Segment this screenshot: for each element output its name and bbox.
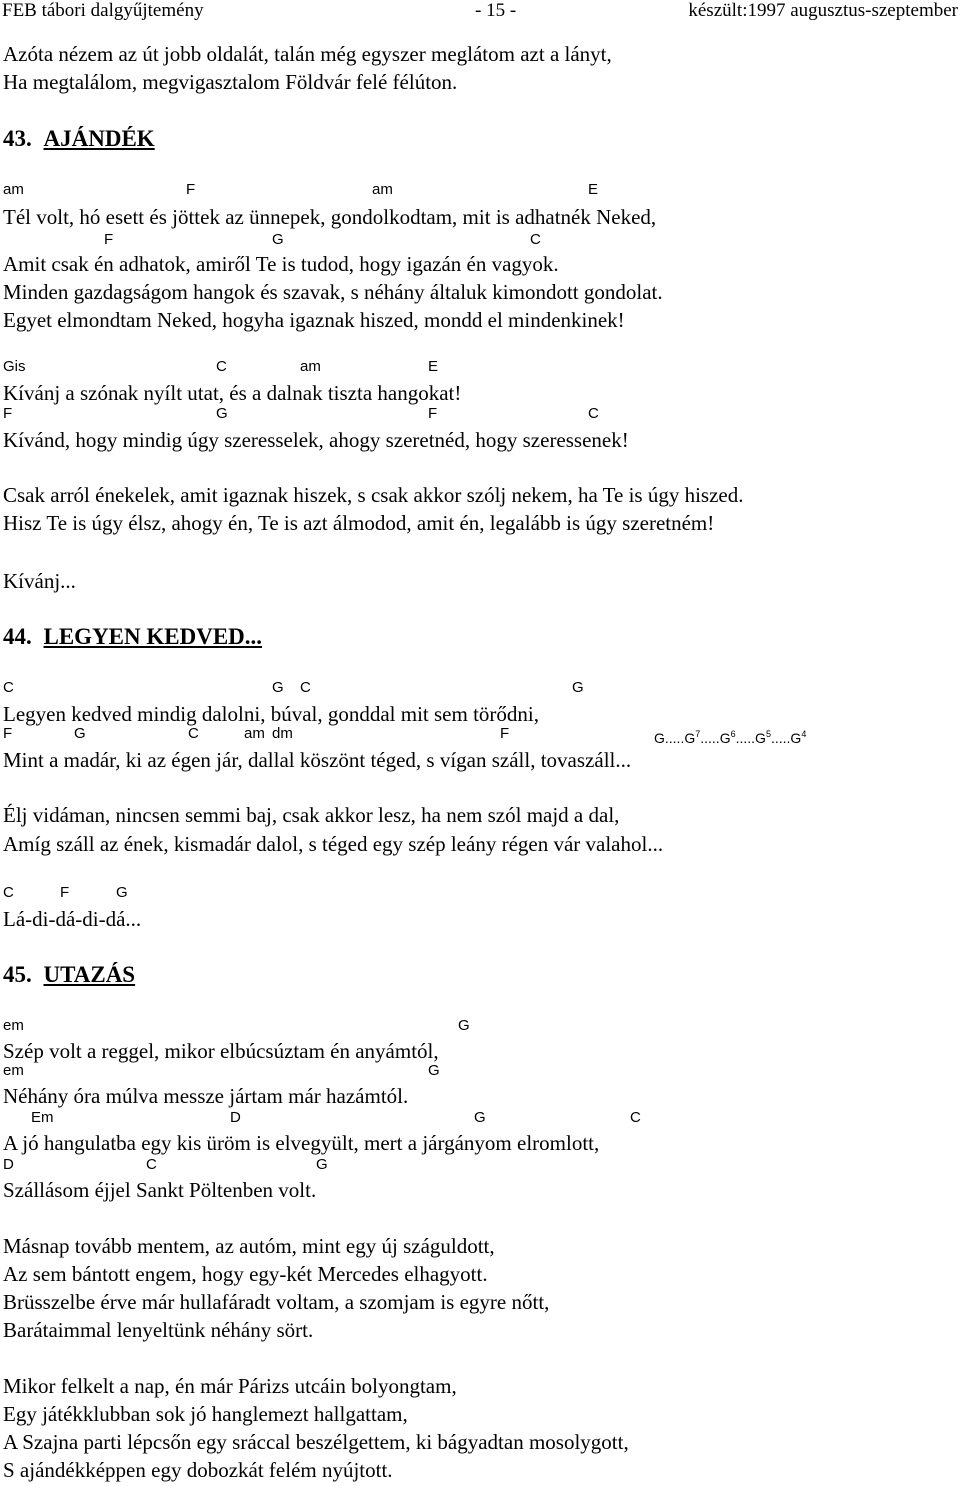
lyric-line: Élj vidáman, nincsen semmi baj, csak akkor lesz, ha nem szól majd a dal, [3,803,620,827]
song-title-45 [3,963,135,987]
song-title-text: AJÁNDÉK [43,126,155,151]
chord: C [3,679,14,696]
chord-superscript: 7 [695,729,701,739]
chord: F [3,725,13,742]
chord: E [428,358,439,375]
chord: C [530,231,541,248]
chord: .....G [700,730,731,746]
header-left: FEB tábori dalgyűjtemény [2,0,204,21]
chord: G [116,884,128,901]
lyric-line: Azóta nézem az út jobb oldalát, talán még egyszer meglátom azt a lányt, [3,42,612,66]
chord: .....G [735,730,766,746]
chord: G [428,1062,440,1079]
chord: C [3,884,14,901]
song-number: 43. [3,126,32,151]
chord: C [300,679,311,696]
lyric-line: Amíg száll az ének, kismadár dalol, s téged egy szép leány régen vár valahol... [3,832,664,856]
chord: F [3,405,13,422]
chord: em [3,1017,24,1034]
chord: D [230,1109,241,1126]
chord: am [372,181,393,198]
chord: G [74,725,86,742]
lyric-line: Mint a madár, ki az égen jár, dallal köszönt téged, s vígan száll, tovaszáll... [3,748,632,772]
lyric-line: Lá-di-dá-di-dá... [3,907,142,931]
lyric-line: Hisz Te is úgy élsz, ahogy én, Te is azt álmodod, amit én, legalább is úgy szeretném! [3,511,715,535]
lyric-line: Egy játékklubban sok jó hanglemezt hallgattam, [3,1402,408,1426]
chord: D [3,1156,14,1173]
chord: G [272,231,284,248]
chord: G [216,405,228,422]
chord: em [3,1062,24,1079]
lyric-line: Amit csak én adhatok, amiről Te is tudod, hogy igazán én vagyok. [3,252,559,276]
chord: G [458,1017,470,1034]
chord: am [300,358,321,375]
song-number: 44. [3,624,32,649]
lyric-line: Ha megtalálom, megvigasztalom Földvár felé félúton. [3,70,458,94]
lyric-line: Néhány óra múlva messze jártam már hazámtól. [3,1084,409,1108]
song-title-43 [3,127,155,151]
lyric-line: Szép volt a reggel, mikor elbúcsúztam én anyámtól, [3,1039,439,1063]
lyric-line: Az sem bántott engem, hogy egy-két Mercedes elhagyott. [3,1262,488,1286]
chord: G.....G [654,730,696,746]
chord: F [104,231,114,248]
chord: E [588,181,599,198]
page-number: - 15 - [475,0,517,21]
chord: C [216,358,227,375]
lyric-line: Másnap tovább mentem, az autóm, mint egy új száguldott, [3,1234,495,1258]
song-title-text: LEGYEN KEDVED... [43,624,263,649]
chord-run [654,726,806,746]
lyric-line: S ajándékképpen egy dobozkát felém nyújtott. [3,1458,393,1482]
chord: G [572,679,584,696]
chord: F [186,181,196,198]
chord: G [316,1156,328,1173]
lyric-line: Tél volt, hó esett és jöttek az ünnepek, gondolkodtam, mit is adhatnék Neked, [3,205,657,229]
lyric-line: Brüsszelbe érve már hullafáradt voltam, a szomjam is egyre nőtt, [3,1290,550,1314]
chord: C [588,405,599,422]
chord: F [60,884,70,901]
chord-superscript: 4 [801,729,807,739]
lyric-line: Szállásom éjjel Sankt Pöltenben volt. [3,1178,317,1202]
chord: F [500,725,510,742]
lyric-line: Legyen kedved mindig dalolni, búval, gonddal mit sem törődni, [3,702,539,726]
chord: .....G [770,730,802,746]
lyric-line: Kívánj a szónak nyílt utat, és a dalnak tiszta hangokat! [3,381,462,405]
chord-superscript: 5 [765,729,771,739]
chord-superscript: 6 [730,729,736,739]
lyric-line: Barátaimmal lenyeltünk néhány sört. [3,1318,314,1342]
chord: F [428,405,438,422]
chord: C [630,1109,641,1126]
chord: G [474,1109,486,1126]
lyric-line: Kívánj... [3,569,76,593]
chord: Gis [3,358,26,375]
song-title-text: UTAZÁS [43,962,136,987]
lyric-line: A Szajna parti lépcsőn egy sráccal beszélgettem, ki bágyadtan mosolygott, [3,1430,629,1454]
song-title-44 [3,625,262,649]
header-right: készült:1997 augusztus-szeptember [688,0,958,21]
song-number: 45. [3,962,32,987]
chord: am [244,725,265,742]
lyric-line: Egyet elmondtam Neked, hogyha igaznak hiszed, mondd el mindenkinek! [3,308,625,332]
chord: G [272,679,284,696]
chord: C [188,725,199,742]
lyric-line: Csak arról énekelek, amit igaznak hiszek, s csak akkor szólj nekem, ha Te is úgy hiszed. [3,483,744,507]
lyric-line: Mikor felkelt a nap, én már Párizs utcáin bolyongtam, [3,1374,457,1398]
chord: Em [31,1109,54,1126]
lyric-line: A jó hangulatba egy kis üröm is elvegyült, mert a járgányom elromlott, [3,1131,600,1155]
chord: dm [272,725,293,742]
lyric-line: Minden gazdagságom hangok és szavak, s néhány általuk kimondott gondolat. [3,280,663,304]
lyric-line: Kívánd, hogy mindig úgy szeresselek, ahogy szeretnéd, hogy szeressenek! [3,428,629,452]
chord: am [3,181,24,198]
chord: C [146,1156,157,1173]
